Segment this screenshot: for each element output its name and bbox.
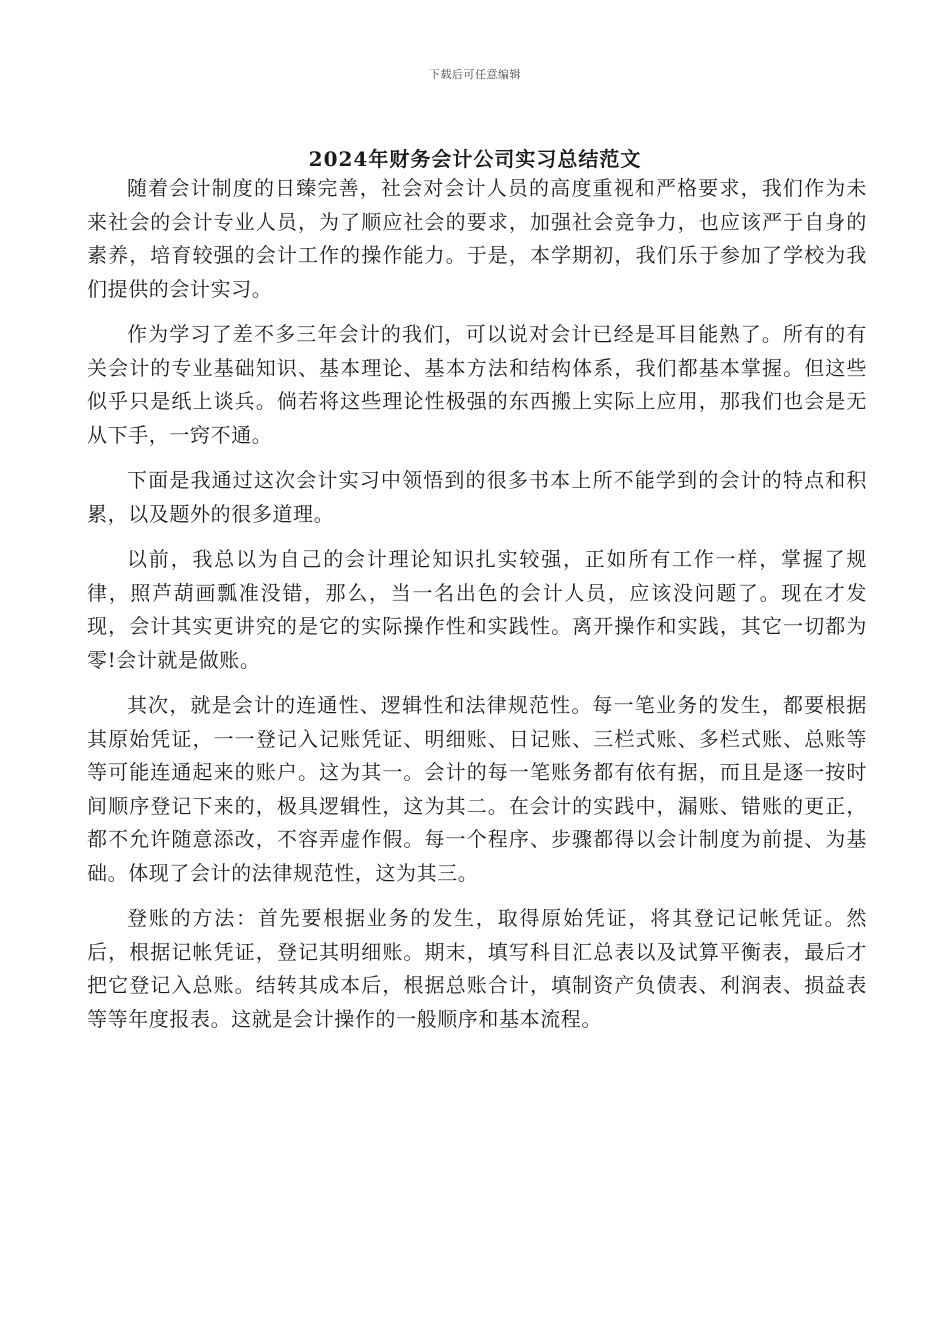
paragraph-5: 其次，就是会计的连通性、逻辑性和法律规范性。每一笔业务的发生，都要根据其原始凭证，一一登记入记账凭证、明细账、日记账、三栏式账、多栏式账、总账等等可能连通起来的账户。这为其一。会计的每一笔账务都有依有据，而且是逐一按时间顺序登记下来的，极具逻辑性，这为其二。在会计的实践中，漏账、错账的更正，都不允许随意添改，不容弄虚作假。每一个程序、步骤都得以会计制度为前提、为基础。体现了会计的法律规范性，这为其三。 xyxy=(87,693,867,885)
paragraph-1: 随着会计制度的日臻完善，社会对会计人员的高度重视和严格要求，我们作为未来社会的会计专业人员，为了顺应社会的要求，加强社会竞争力，也应该严于自身的素养，培育较强的会计工作的操作能力。于是，本学期初，我们乐于参加了学校为我们提供的会计实习。 xyxy=(87,176,867,301)
document-body xyxy=(87,172,867,1048)
paragraph-2: 作为学习了差不多三年会计的我们，可以说对会计已经是耳目能熟了。所有的有关会计的专业基础知识、基本理论、基本方法和结构体系，我们都基本掌握。但这些似乎只是纸上谈兵。倘若将这些理论性极强的东西搬上实际上应用，那我们也会是无从下手，一窍不通。 xyxy=(87,322,867,447)
header-note: 下载后可任意编辑 xyxy=(429,68,521,81)
paragraph-4: 以前，我总以为自己的会计理论知识扎实较强，正如所有工作一样，掌握了规律，照芦葫画瓢准没错，那么，当一名出色的会计人员，应该没问题了。现在才发现，会计其实更讲究的是它的实际操作性和实践性。离开操作和实践，其它一切都为零!会计就是做账。 xyxy=(87,547,867,672)
paragraph-6: 登账的方法：首先要根据业务的发生，取得原始凭证，将其登记记帐凭证。然后，根据记帐凭证，登记其明细账。期末，填写科目汇总表以及试算平衡表，最后才把它登记入总账。结转其成本后，根据总账合计，填制资产负债表、利润表、损益表等等年度报表。这就是会计操作的一般顺序和基本流程。 xyxy=(87,906,867,1031)
document-title: 2024年财务会计公司实习总结范文 xyxy=(308,147,642,171)
paragraph-3: 下面是我通过这次会计实习中领悟到的很多书本上所不能学到的会计的特点和积累，以及题外的很多道理。 xyxy=(87,468,867,526)
